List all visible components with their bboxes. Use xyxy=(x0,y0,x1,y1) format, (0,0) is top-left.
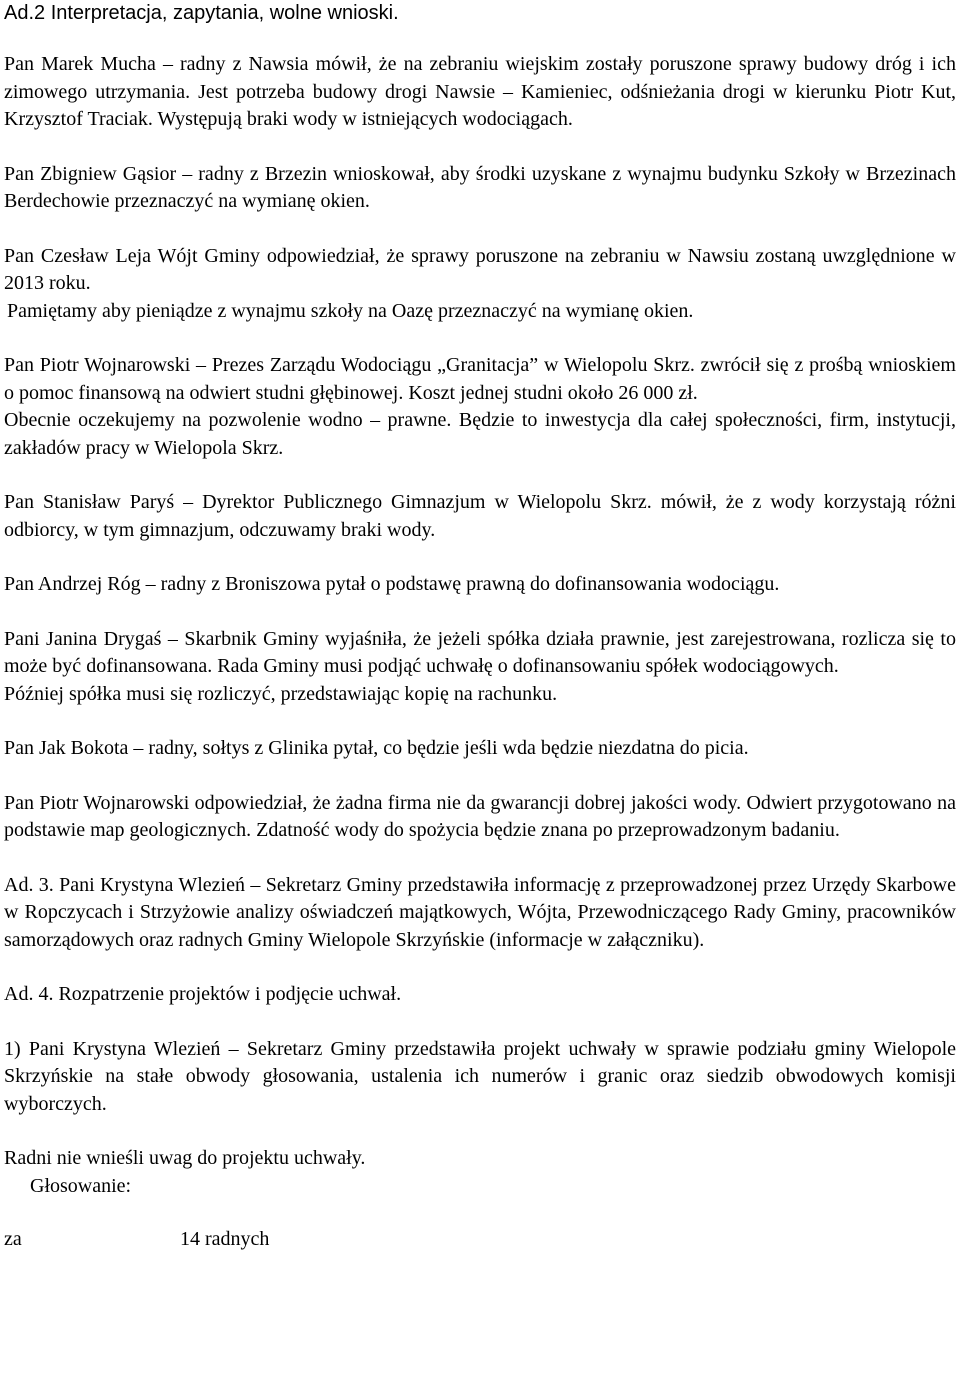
vote-count: 14 radnych xyxy=(180,1228,270,1250)
paragraph-wojnarowski: Pan Piotr Wojnarowski – Prezes Zarządu Wodociągu „Granitacja” w Wielopolu Skrz. zwrócił się z prośbą wnioskiem o pomoc finansową na odwiert studni głębinowej. Koszt jednej studni około 26 000 zł. xyxy=(4,354,956,404)
paragraph-leja: Pan Czesław Leja Wójt Gminy odpowiedział, że sprawy poruszone na zebraniu w Nawsiu zostaną uwzględnione w 2013 roku. xyxy=(4,244,956,294)
paragraph-wojnarowski-reply: Pan Piotr Wojnarowski odpowiedział, że żadna firma nie da gwarancji dobrej jakości wody. Odwiert przygotowano na podstawie map geologicznych. Zdatność wody do spożycia będzie znana po przeprowadzonym badaniu. xyxy=(4,791,956,841)
paragraph-no-remarks: Radni nie wnieśli uwag do projektu uchwały. xyxy=(4,1147,366,1169)
paragraph-drygas-cont: Później spółka musi się rozliczyć, przedstawiając kopię na rachunku. xyxy=(4,682,558,705)
paragraph-wojnarowski-cont: Obecnie oczekujemy na pozwolenie wodno – prawne. Będzie to inwestycja dla całej społeczności, firm, instytucji, zakładów pracy w Wielopola Skrz. xyxy=(4,409,956,459)
paragraph-parys: Pan Stanisław Paryś – Dyrektor Publicznego Gimnazjum w Wielopolu Skrz. mówił, że z wody korzystają różni odbiorcy, w tym gimnazjum, odczuwamy braki wody. xyxy=(4,491,956,541)
paragraph-drygas: Pani Janina Drygaś – Skarbnik Gminy wyjaśniła, że jeżeli spółka działa prawnie, jest zarejestrowana, rozlicza się to może być dofinansowana. Rada Gminy musi podjąć uchwałę o dofinansowaniu spółek wodociągowych. xyxy=(4,627,956,677)
paragraph-rog: Pan Andrzej Róg – radny z Broniszowa pytał o podstawę prawną do dofinansowania wodociągu. xyxy=(4,573,780,595)
paragraph-gasior: Pan Zbigniew Gąsior – radny z Brzezin wnioskował, aby środki uzyskane z wynajmu budynku Szkoły w Brzezinach Berdechowie przeznaczyć na wymianę okien. xyxy=(4,162,956,212)
paragraph-resolution-1: 1) Pani Krystyna Wlezień – Sekretarz Gminy przedstawiła projekt uchwały w sprawie podziału gminy Wielopole Skrzyńskie na stałe obwody głosowania, ustalenia ich numerów i granic oraz siedzib obwodowych komisji wyborczych. xyxy=(4,1037,956,1115)
vote-row xyxy=(4,1226,956,1254)
paragraph-leja-cont: Pamiętamy aby pieniądze z wynajmu szkoły na Oazę przeznaczyć na wymianę okien. xyxy=(7,299,694,322)
paragraph-mucha: Pan Marek Mucha – radny z Nawsia mówił, że na zebraniu wiejskim zostały poruszone sprawy budowy dróg i ich zimowego utrzymania. Jest potrzeba budowy drogi Nawsie – Kamieniec, odśnieżania drogi w kierunku Piotr Kut, Krzysztof Traciak. Występują braki wody w istniejących wodociągach. xyxy=(4,53,956,130)
voting-label: Głosowanie: xyxy=(30,1174,132,1197)
section-heading: Ad.2 Interpretacja, zapytania, wolne wnioski. xyxy=(4,2,399,24)
paragraph-bokota: Pan Jak Bokota – radny, sołtys z Glinika pytał, co będzie jeśli wda będzie niezdatna do picia. xyxy=(4,737,749,759)
vote-label: za xyxy=(4,1228,22,1250)
paragraph-ad4: Ad. 4. Rozpatrzenie projektów i podjęcie uchwał. xyxy=(4,983,402,1005)
paragraph-ad3: Ad. 3. Pani Krystyna Wlezień – Sekretarz Gminy przedstawiła informację z przeprowadzonej przez Urzędy Skarbowe w Ropczycach i Strzyżowie analizy oświadczeń majątkowych, Wójta, Przewodniczącego Rady Gminy, pracowników samorządowych oraz radnych Gminy Wielopole Skrzyńskie (informacje w załączniku). xyxy=(4,873,956,951)
